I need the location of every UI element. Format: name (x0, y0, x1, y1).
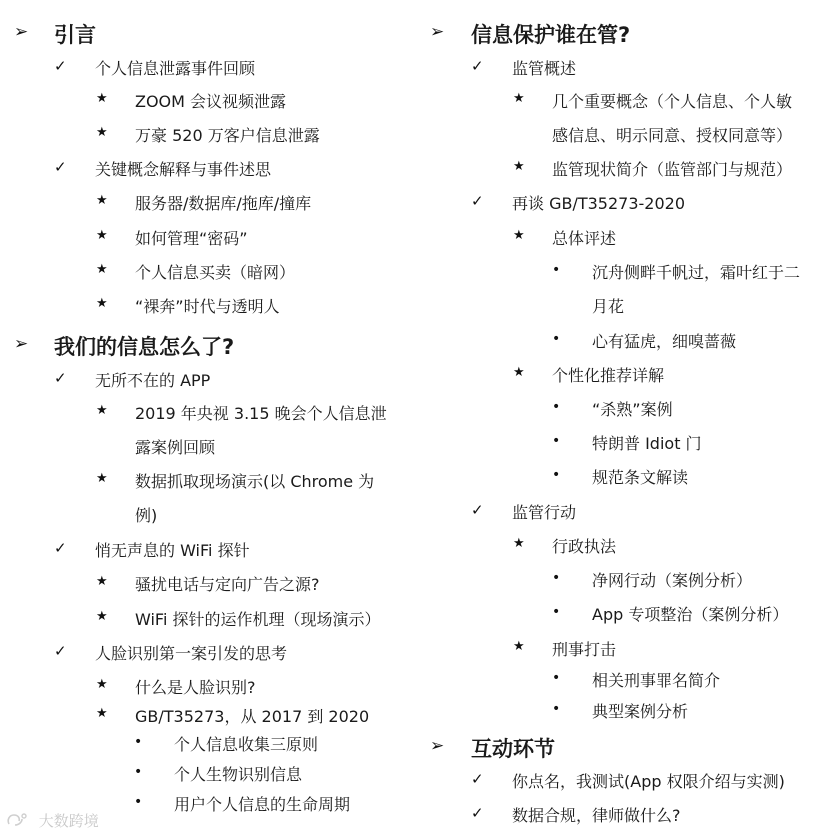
outline-item-text: 例) (135, 505, 158, 525)
watermark-text: 大数跨境 (38, 812, 99, 830)
outline-item-text: ZOOM 会议视频泄露 (135, 91, 287, 111)
star-bullet-icon: ★ (513, 365, 525, 380)
star-bullet-icon: ★ (96, 262, 108, 277)
star-bullet-icon: ★ (96, 471, 108, 486)
check-mark-icon: ✓ (471, 770, 484, 788)
outline-item-text: 总体评述 (552, 228, 617, 248)
dot-bullet-icon: • (552, 432, 561, 449)
outline-item-text: 刑事打击 (552, 639, 617, 659)
check-mark-icon: ✓ (54, 57, 67, 75)
star-bullet-icon: ★ (96, 574, 108, 589)
dot-bullet-icon: • (552, 330, 561, 347)
outline-item-text: App 专项整治（案例分析） (592, 604, 789, 624)
dot-bullet-icon: • (552, 700, 561, 717)
star-bullet-icon: ★ (96, 228, 108, 243)
outline-item-text: “杀熟”案例 (592, 399, 673, 419)
outline-item-text: 再谈 GB/T35273-2020 (512, 193, 686, 213)
check-mark-icon: ✓ (54, 158, 67, 176)
star-bullet-icon: ★ (96, 677, 108, 692)
outline-item-text: 净网行动（案例分析） (592, 570, 753, 590)
section-heading: 我们的信息怎么了? (54, 335, 235, 359)
dot-bullet-icon: • (552, 603, 561, 620)
outline-item-text: 监管现状简介（监管部门与规范） (552, 159, 793, 179)
outline-item-text: 监管行动 (512, 502, 577, 522)
outline-item-text: 人脸识别第一案引发的思考 (95, 643, 288, 663)
outline-item-text: 典型案例分析 (592, 701, 689, 721)
star-bullet-icon: ★ (96, 706, 108, 721)
star-bullet-icon: ★ (96, 609, 108, 624)
outline-item-text: 骚扰电话与定向广告之源? (135, 574, 320, 594)
outline-item-text: 无所不在的 APP (95, 370, 211, 390)
dot-bullet-icon: • (134, 733, 143, 750)
outline-item-text: 什么是人脸识别? (135, 677, 256, 697)
outline-item-text: 特朗普 Idiot 门 (592, 433, 702, 453)
dot-bullet-icon: • (134, 763, 143, 780)
outline-item-text: 个人信息买卖（暗网） (135, 262, 296, 282)
outline-item-text: 悄无声息的 WiFi 探针 (95, 540, 250, 560)
dot-bullet-icon: • (134, 793, 143, 810)
outline-item-text: 数据合规，律师做什么? (512, 805, 681, 825)
star-bullet-icon: ★ (96, 296, 108, 311)
dot-bullet-icon: • (552, 669, 561, 686)
star-bullet-icon: ★ (513, 159, 525, 174)
outline-item-text: 万豪 520 万客户信息泄露 (135, 125, 320, 145)
check-mark-icon: ✓ (54, 539, 67, 557)
check-mark-icon: ✓ (471, 804, 484, 822)
watermark-logo-icon (6, 812, 28, 828)
outline-item-text: “裸奔”时代与透明人 (135, 296, 280, 316)
star-bullet-icon: ★ (513, 639, 525, 654)
check-mark-icon: ✓ (471, 501, 484, 519)
check-mark-icon: ✓ (471, 192, 484, 210)
outline-item-text: 月花 (592, 296, 625, 316)
star-bullet-icon: ★ (96, 125, 108, 140)
outline-item-text: 关键概念解释与事件述思 (95, 159, 272, 179)
section-heading: 引言 (54, 23, 96, 47)
arrow-bullet-icon: ➢ (14, 22, 29, 42)
star-bullet-icon: ★ (96, 403, 108, 418)
arrow-bullet-icon: ➢ (430, 22, 445, 42)
outline-item-text: 几个重要概念（个人信息、个人敏 (552, 91, 793, 111)
outline-item-text: 你点名，我测试(App 权限介绍与实测) (512, 771, 785, 791)
check-mark-icon: ✓ (54, 642, 67, 660)
outline-item-text: 用户个人信息的生命周期 (174, 794, 351, 814)
outline-item-text: 感信息、明示同意、授权同意等） (552, 125, 793, 145)
star-bullet-icon: ★ (513, 91, 525, 106)
outline-item-text: 个人信息泄露事件回顾 (95, 58, 256, 78)
outline-item-text: 监管概述 (512, 58, 577, 78)
outline-item-text: 个人信息收集三原则 (174, 734, 319, 754)
check-mark-icon: ✓ (54, 369, 67, 387)
outline-item-text: 沉舟侧畔千帆过，霜叶红于二 (592, 262, 801, 282)
star-bullet-icon: ★ (513, 536, 525, 551)
check-mark-icon: ✓ (471, 57, 484, 75)
outline-item-text: 心有猛虎，细嗅蔷薇 (592, 331, 737, 351)
outline-item-text: WiFi 探针的运作机理（现场演示） (135, 609, 381, 629)
outline-item-text: 露案例回顾 (135, 437, 216, 457)
outline-item-text: 个人生物识别信息 (174, 764, 303, 784)
outline-item-text: 个性化推荐详解 (552, 365, 665, 385)
dot-bullet-icon: • (552, 569, 561, 586)
outline-item-text: GB/T35273，从 2017 到 2020 (135, 706, 370, 726)
outline-item-text: 服务器/数据库/拖库/撞库 (135, 193, 312, 213)
star-bullet-icon: ★ (96, 193, 108, 208)
outline-item-text: 规范条文解读 (592, 467, 689, 487)
arrow-bullet-icon: ➢ (430, 736, 445, 756)
watermark (6, 810, 99, 831)
section-heading: 互动环节 (471, 737, 555, 761)
dot-bullet-icon: • (552, 261, 561, 278)
section-heading: 信息保护谁在管? (471, 23, 631, 47)
outline-item-text: 数据抓取现场演示(以 Chrome 为 (135, 471, 375, 491)
star-bullet-icon: ★ (96, 91, 108, 106)
arrow-bullet-icon: ➢ (14, 334, 29, 354)
star-bullet-icon: ★ (513, 228, 525, 243)
dot-bullet-icon: • (552, 466, 561, 483)
dot-bullet-icon: • (552, 398, 561, 415)
outline-item-text: 行政执法 (552, 536, 617, 556)
outline-item-text: 如何管理“密码” (135, 228, 248, 248)
outline-item-text: 2019 年央视 3.15 晚会个人信息泄 (135, 403, 387, 423)
outline-item-text: 相关刑事罪名简介 (592, 670, 721, 690)
